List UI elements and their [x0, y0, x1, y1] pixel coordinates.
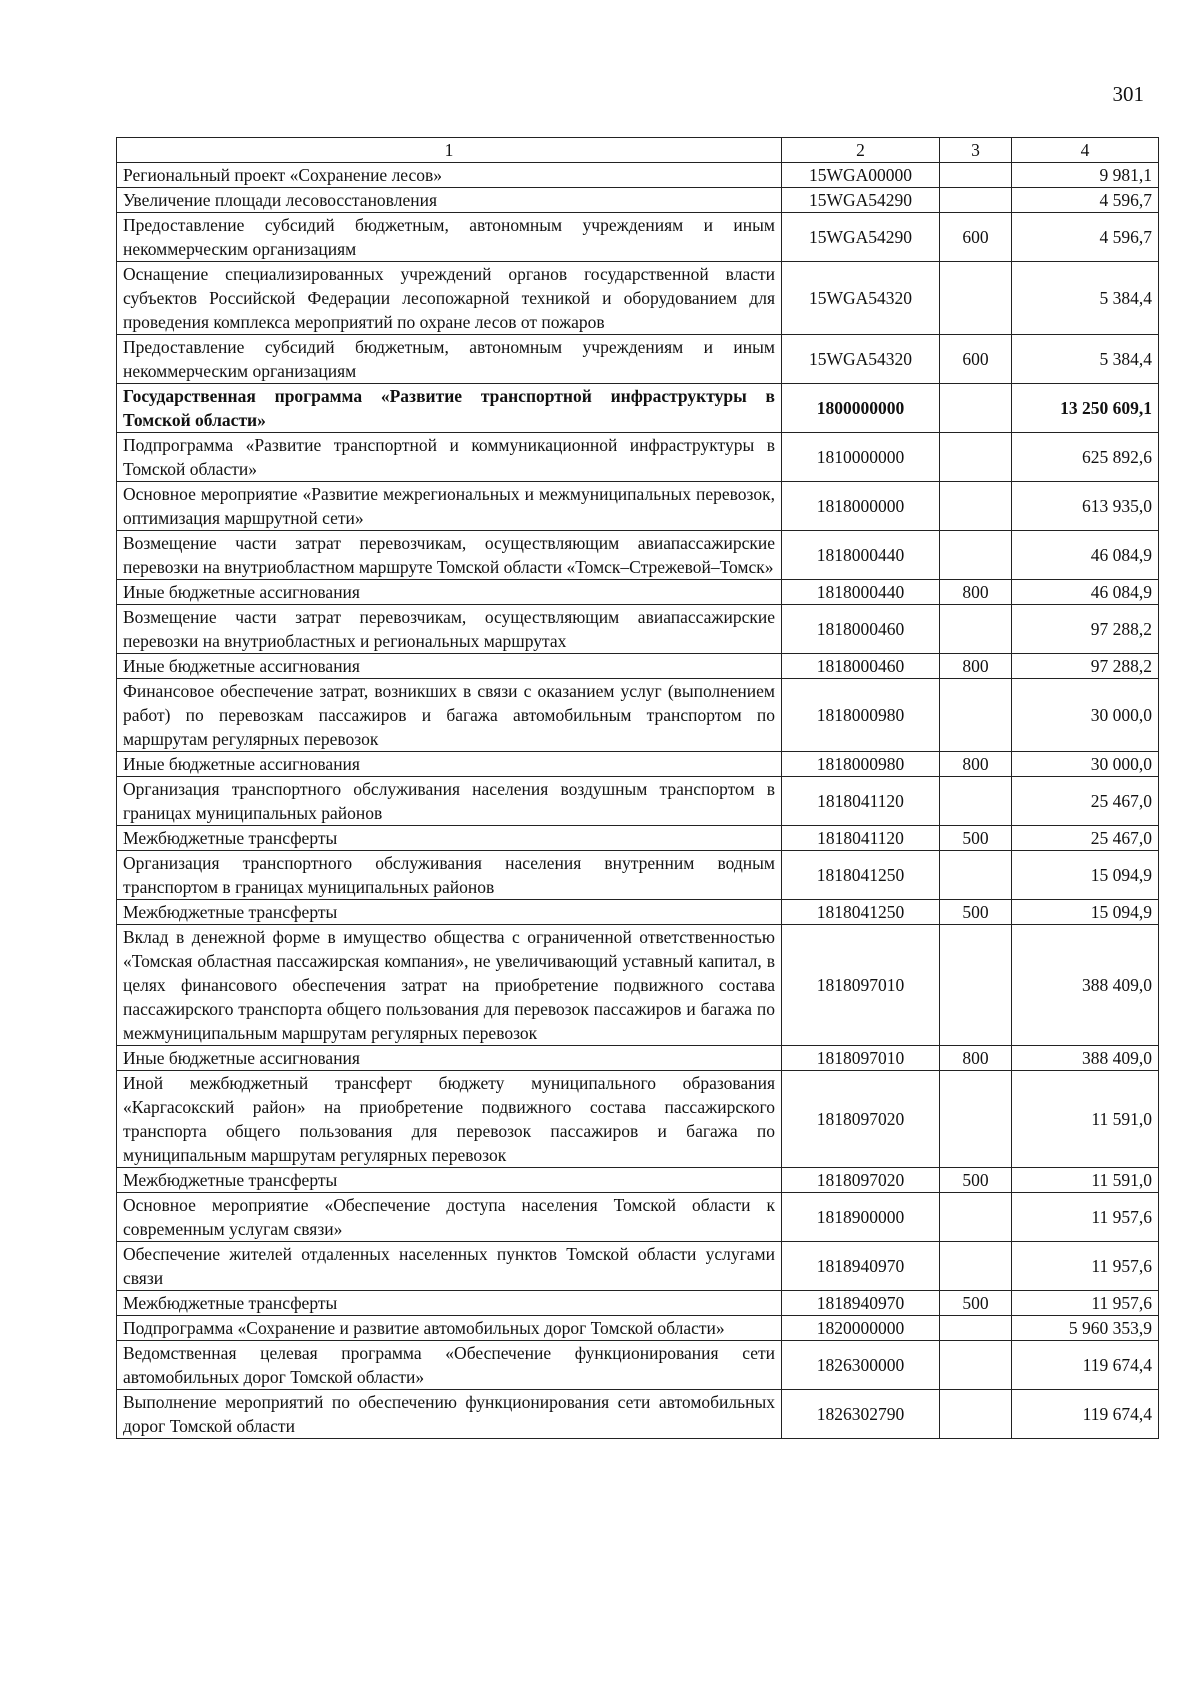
row-type-cell: [940, 482, 1012, 531]
row-type-cell: [940, 1316, 1012, 1341]
row-type-cell: 800: [940, 654, 1012, 679]
row-amount-cell: 46 084,9: [1012, 531, 1159, 580]
row-type-cell: [940, 433, 1012, 482]
row-amount-cell: 97 288,2: [1012, 654, 1159, 679]
row-name-cell: Иные бюджетные ассигнования: [117, 654, 782, 679]
row-amount-cell: 46 084,9: [1012, 580, 1159, 605]
row-name-cell: Финансовое обеспечение затрат, возникших в связи с оказанием услуг (выполнением работ) по перевозкам пассажиров и багажа автомобильным транспортом по маршрутам регулярных перевозок: [117, 679, 782, 752]
row-name-cell: Вклад в денежной форме в имущество общества с ограниченной ответственностью «Томская областная пассажирская компания», не увеличивающий уставный капитал, в целях финансового обеспечения затрат на приобретение подвижного состава пассажирского транспорта общего пользования для перевозок пассажиров и багажа по межмуниципальным маршрутам регулярных перевозок: [117, 925, 782, 1046]
row-name-cell: Увеличение площади лесовосстановления: [117, 188, 782, 213]
row-type-cell: [940, 1193, 1012, 1242]
header-col-2: 2: [782, 138, 940, 163]
row-code-cell: 1818000460: [782, 654, 940, 679]
table-row: [117, 654, 1159, 679]
row-name-cell: Межбюджетные трансферты: [117, 900, 782, 925]
row-code-cell: 1818041120: [782, 777, 940, 826]
row-code-cell: 1818000000: [782, 482, 940, 531]
row-type-cell: 800: [940, 1046, 1012, 1071]
row-code-cell: 1826302790: [782, 1390, 940, 1439]
row-amount-cell: 97 288,2: [1012, 605, 1159, 654]
row-type-cell: [940, 262, 1012, 335]
row-code-cell: 15WGA54290: [782, 213, 940, 262]
row-amount-cell: 11 957,6: [1012, 1193, 1159, 1242]
row-name-cell: Выполнение мероприятий по обеспечению функционирования сети автомобильных дорог Томской области: [117, 1390, 782, 1439]
table-row: [117, 1341, 1159, 1390]
row-type-cell: [940, 1071, 1012, 1168]
row-name-cell: Иные бюджетные ассигнования: [117, 580, 782, 605]
row-code-cell: 1818000980: [782, 752, 940, 777]
table-row: [117, 1316, 1159, 1341]
row-name-cell: Обеспечение жителей отдаленных населенных пунктов Томской области услугами связи: [117, 1242, 782, 1291]
row-code-cell: 1818097020: [782, 1168, 940, 1193]
header-col-4: 4: [1012, 138, 1159, 163]
row-amount-cell: 119 674,4: [1012, 1341, 1159, 1390]
header-row: [117, 138, 1159, 163]
table-row: [117, 925, 1159, 1046]
row-amount-cell: 4 596,7: [1012, 188, 1159, 213]
row-code-cell: 1826300000: [782, 1341, 940, 1390]
row-amount-cell: 5 384,4: [1012, 262, 1159, 335]
table-row: [117, 482, 1159, 531]
table-row: [117, 1071, 1159, 1168]
row-name-cell: Ведомственная целевая программа «Обеспечение функционирования сети автомобильных дорог Томской области»: [117, 1341, 782, 1390]
row-code-cell: 1818000460: [782, 605, 940, 654]
row-name-cell: Межбюджетные трансферты: [117, 1168, 782, 1193]
row-name-cell: Предоставление субсидий бюджетным, автономным учреждениям и иным некоммерческим организациям: [117, 213, 782, 262]
row-type-cell: [940, 679, 1012, 752]
row-code-cell: 15WGA54290: [782, 188, 940, 213]
table-row: [117, 1291, 1159, 1316]
row-name-cell: Организация транспортного обслуживания населения внутренним водным транспортом в границах муниципальных районов: [117, 851, 782, 900]
table-row: [117, 1390, 1159, 1439]
row-amount-cell: 30 000,0: [1012, 752, 1159, 777]
table-row: [117, 752, 1159, 777]
row-code-cell: 1818940970: [782, 1242, 940, 1291]
table-row: [117, 1242, 1159, 1291]
row-amount-cell: 13 250 609,1: [1012, 384, 1159, 433]
row-type-cell: [940, 1341, 1012, 1390]
table-row: [117, 1046, 1159, 1071]
table-row: [117, 433, 1159, 482]
row-type-cell: [940, 531, 1012, 580]
row-amount-cell: 11 591,0: [1012, 1168, 1159, 1193]
row-name-cell: Иной межбюджетный трансферт бюджету муниципального образования «Каргасокский район» на приобретение подвижного состава пассажирского транспорта общего пользования для перевозок пассажиров и багажа по муниципальным маршрутам регулярных перевозок: [117, 1071, 782, 1168]
row-type-cell: [940, 1242, 1012, 1291]
table-header: [117, 138, 1159, 163]
table-row: [117, 1168, 1159, 1193]
row-amount-cell: 388 409,0: [1012, 1046, 1159, 1071]
row-amount-cell: 625 892,6: [1012, 433, 1159, 482]
row-name-cell: Региональный проект «Сохранение лесов»: [117, 163, 782, 188]
row-type-cell: 800: [940, 752, 1012, 777]
row-amount-cell: 11 957,6: [1012, 1242, 1159, 1291]
row-code-cell: 1818000440: [782, 531, 940, 580]
row-code-cell: 1818041250: [782, 900, 940, 925]
row-code-cell: 15WGA54320: [782, 262, 940, 335]
row-name-cell: Межбюджетные трансферты: [117, 1291, 782, 1316]
row-amount-cell: 25 467,0: [1012, 777, 1159, 826]
row-code-cell: 1818000440: [782, 580, 940, 605]
row-amount-cell: 119 674,4: [1012, 1390, 1159, 1439]
table-row: [117, 335, 1159, 384]
row-amount-cell: 25 467,0: [1012, 826, 1159, 851]
row-code-cell: 1820000000: [782, 1316, 940, 1341]
row-name-cell: Иные бюджетные ассигнования: [117, 752, 782, 777]
row-name-cell: Государственная программа «Развитие транспортной инфраструктуры в Томской области»: [117, 384, 782, 433]
row-type-cell: [940, 188, 1012, 213]
row-type-cell: 800: [940, 580, 1012, 605]
row-code-cell: 1818041250: [782, 851, 940, 900]
row-code-cell: 15WGA00000: [782, 163, 940, 188]
row-type-cell: [940, 1390, 1012, 1439]
row-type-cell: [940, 925, 1012, 1046]
row-name-cell: Межбюджетные трансферты: [117, 826, 782, 851]
table-row: [117, 163, 1159, 188]
page-number: 301: [1112, 82, 1144, 106]
row-amount-cell: 9 981,1: [1012, 163, 1159, 188]
row-name-cell: Подпрограмма «Сохранение и развитие автомобильных дорог Томской области»: [117, 1316, 782, 1341]
row-amount-cell: 4 596,7: [1012, 213, 1159, 262]
row-amount-cell: 30 000,0: [1012, 679, 1159, 752]
row-type-cell: 500: [940, 900, 1012, 925]
row-code-cell: 1818000980: [782, 679, 940, 752]
row-name-cell: Оснащение специализированных учреждений органов государственной власти субъектов Российской Федерации лесопожарной техникой и оборудованием для проведения комплекса мероприятий по охране лесов от пожаров: [117, 262, 782, 335]
table-row: [117, 384, 1159, 433]
row-name-cell: Основное мероприятие «Развитие межрегиональных и межмуниципальных перевозок, оптимизация маршрутной сети»: [117, 482, 782, 531]
row-amount-cell: 388 409,0: [1012, 925, 1159, 1046]
row-amount-cell: 15 094,9: [1012, 851, 1159, 900]
row-amount-cell: 11 591,0: [1012, 1071, 1159, 1168]
row-code-cell: 1810000000: [782, 433, 940, 482]
row-name-cell: Возмещение части затрат перевозчикам, осуществляющим авиапассажирские перевозки на внутриобластных и региональных маршрутах: [117, 605, 782, 654]
header-col-1: 1: [117, 138, 782, 163]
row-type-cell: [940, 384, 1012, 433]
table-row: [117, 679, 1159, 752]
row-type-cell: [940, 163, 1012, 188]
row-name-cell: Возмещение части затрат перевозчикам, осуществляющим авиапассажирские перевозки на внутриобластном маршруте Томской области «Томск–Стрежевой–Томск»: [117, 531, 782, 580]
row-amount-cell: 5 384,4: [1012, 335, 1159, 384]
row-code-cell: 1818097010: [782, 925, 940, 1046]
row-name-cell: Подпрограмма «Развитие транспортной и коммуникационной инфраструктуры в Томской области»: [117, 433, 782, 482]
row-type-cell: 500: [940, 1291, 1012, 1316]
row-code-cell: 1818097020: [782, 1071, 940, 1168]
table-row: [117, 262, 1159, 335]
row-code-cell: 1818900000: [782, 1193, 940, 1242]
row-code-cell: 1800000000: [782, 384, 940, 433]
row-code-cell: 1818940970: [782, 1291, 940, 1316]
row-amount-cell: 11 957,6: [1012, 1291, 1159, 1316]
row-amount-cell: 5 960 353,9: [1012, 1316, 1159, 1341]
row-amount-cell: 613 935,0: [1012, 482, 1159, 531]
table-row: [117, 851, 1159, 900]
table-row: [117, 213, 1159, 262]
row-name-cell: Основное мероприятие «Обеспечение доступа населения Томской области к современным услугам связи»: [117, 1193, 782, 1242]
row-type-cell: 600: [940, 335, 1012, 384]
row-name-cell: Организация транспортного обслуживания населения воздушным транспортом в границах муниципальных районов: [117, 777, 782, 826]
row-type-cell: 500: [940, 826, 1012, 851]
table-row: [117, 1193, 1159, 1242]
row-name-cell: Предоставление субсидий бюджетным, автономным учреждениям и иным некоммерческим организациям: [117, 335, 782, 384]
table-row: [117, 777, 1159, 826]
row-code-cell: 15WGA54320: [782, 335, 940, 384]
row-amount-cell: 15 094,9: [1012, 900, 1159, 925]
header-col-3: 3: [940, 138, 1012, 163]
table-row: [117, 826, 1159, 851]
table-row: [117, 188, 1159, 213]
row-type-cell: [940, 605, 1012, 654]
table-row: [117, 900, 1159, 925]
table-row: [117, 605, 1159, 654]
row-type-cell: [940, 777, 1012, 826]
row-type-cell: [940, 851, 1012, 900]
budget-table: [116, 137, 1159, 1439]
row-code-cell: 1818097010: [782, 1046, 940, 1071]
table-row: [117, 531, 1159, 580]
table-row: [117, 580, 1159, 605]
table-body: [117, 163, 1159, 1439]
row-type-cell: 500: [940, 1168, 1012, 1193]
row-code-cell: 1818041120: [782, 826, 940, 851]
row-type-cell: 600: [940, 213, 1012, 262]
row-name-cell: Иные бюджетные ассигнования: [117, 1046, 782, 1071]
